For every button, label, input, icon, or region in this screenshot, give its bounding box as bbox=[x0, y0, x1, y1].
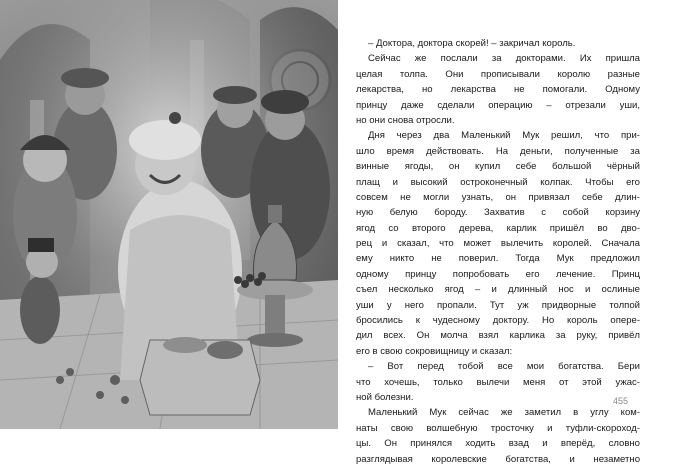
text-line: ную белую бороду. Захватив с собой корзину bbox=[356, 207, 640, 219]
text-line: дил всех. Он молча взял карлика за руку, привёл bbox=[356, 330, 640, 342]
text-line: шло время действовать. На деньги, полученные за bbox=[356, 145, 640, 157]
text-line: плащ и высокий остроконечный колпак. Чтобы его bbox=[356, 176, 640, 188]
text-line: одному принцу попробовать его лечение. Принц bbox=[356, 268, 640, 280]
text-line: лекарства, но лекарства не помогали. Одному bbox=[356, 84, 640, 96]
text-line: Дня через два Маленький Мук решил, что при- bbox=[368, 130, 640, 142]
text-line: но они снова отросли. bbox=[356, 114, 455, 126]
story-illustration bbox=[0, 0, 338, 429]
text-line: наты свою волшебную тросточку и туфли-скороход- bbox=[356, 422, 640, 434]
text-line: цы. Он принялся ходить взад и вперёд, словно bbox=[356, 438, 640, 450]
text-line: винные ягоды, он купил себе большой чёрный bbox=[356, 161, 640, 173]
text-line: его в свою сокровищницу и сказал: bbox=[356, 345, 513, 357]
text-line: – Доктора, доктора скорей! – закричал король. bbox=[368, 38, 576, 49]
text-line: – Вот перед тобой все мои богатства. Бери bbox=[368, 361, 640, 373]
text-line: ему никто не поверил. Тогда Мук предложил bbox=[356, 253, 640, 265]
text-line: совсем не могли узнать, он привязал себе длин- bbox=[356, 191, 640, 203]
story-text bbox=[356, 36, 640, 467]
text-line: разглядывая королевские богатства, и незаметно bbox=[356, 453, 640, 465]
text-line: что хочешь, только вылечи меня от этой ужас- bbox=[356, 376, 640, 388]
text-line: уши у него пропали. Тут уж придворные толпой bbox=[356, 299, 640, 311]
text-line: целая толпа. Они прописывали королю разные bbox=[356, 68, 640, 80]
text-page bbox=[350, 0, 650, 465]
text-line: рец и сказал, что может вылечить королей. Сначала bbox=[356, 238, 640, 250]
text-line: принцу даже сделали операцию – отрезали уши, bbox=[356, 99, 640, 111]
text-line: Сейчас же послали за докторами. Их пришла bbox=[368, 53, 640, 65]
text-line: бросились к чудесному доктору. Но король опере- bbox=[356, 315, 640, 327]
text-line: ной болезни. bbox=[356, 391, 414, 403]
text-line: съел несколько ягод – и длинный нос и ослиные bbox=[356, 284, 640, 296]
text-line: ягод со второго дерева, карлик пришёл во дво- bbox=[356, 222, 640, 234]
illustration-drawing bbox=[0, 0, 338, 429]
page-number: 455 bbox=[612, 396, 628, 406]
text-line: Маленький Мук сейчас же заметил в углу ком- bbox=[368, 407, 640, 419]
